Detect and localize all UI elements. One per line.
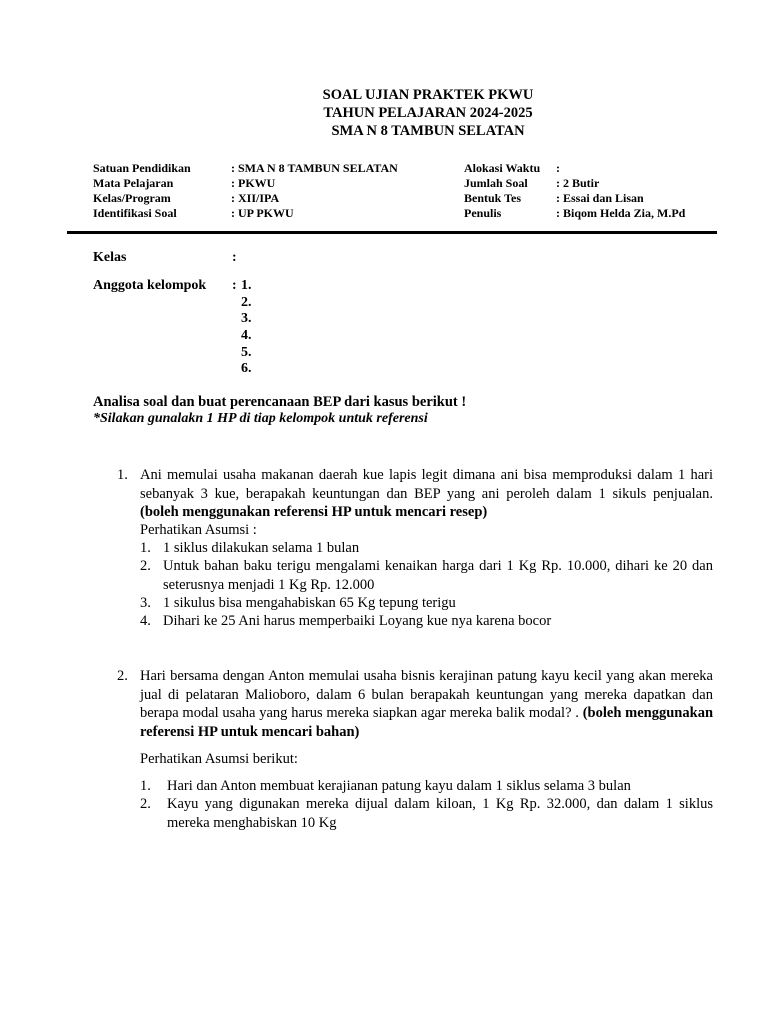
info-label: Penulis xyxy=(464,206,502,220)
info-value: : Essai dan Lisan xyxy=(556,191,644,205)
assumption-text: Dihari ke 25 Ani harus memperbaiki Loyang kue nya karena bocor xyxy=(163,613,552,629)
assumption-text: 1 siklus dilakukan selama 1 bulan xyxy=(163,540,360,556)
info-value: : UP PKWU xyxy=(231,206,294,220)
info-label: Bentuk Tes xyxy=(464,191,522,205)
assumption-text: Kayu yang digunakan mereka dijual dalam kiloan, 1 Kg Rp. 32.000, dan dalam 1 siklus mereka menghabiskan 10 Kg xyxy=(167,796,713,831)
assumption-number: 1. xyxy=(140,778,151,794)
question-2-note: (boleh menggunakan referensi HP untuk mencari bahan) xyxy=(140,705,714,740)
question-1-text xyxy=(140,466,713,522)
assumption-number: 2. xyxy=(140,796,151,812)
kelas-label: Kelas xyxy=(93,250,127,265)
assumption-title: Perhatikan Asumsi : xyxy=(140,522,257,538)
instruction-note: *Silakan gunalakn 1 HP di tiap kelompok untuk referensi xyxy=(93,411,428,426)
header-divider xyxy=(67,231,717,234)
assumption-text: Hari dan Anton membuat kerajianan patung kayu dalam 1 siklus selama 3 bulan xyxy=(167,778,631,794)
question-number: 1. xyxy=(117,467,128,483)
assumption-number: 4. xyxy=(140,613,151,629)
info-label: Kelas/Program xyxy=(93,191,171,205)
exam-title: SOAL UJIAN PRAKTEK PKWU xyxy=(322,87,534,103)
info-value: : XII/IPA xyxy=(231,191,280,205)
info-label: Satuan Pendidikan xyxy=(93,161,191,175)
anggota-colon: : xyxy=(232,278,237,293)
question-2-text xyxy=(140,667,713,741)
assumption-title: Perhatikan Asumsi berikut: xyxy=(140,751,298,767)
member-number: 6. xyxy=(241,361,252,376)
question-2-body: Hari bersama dengan Anton memulai usaha bisnis kerajinan patung kayu kecil yang akan mereka jual di pelataran Malioboro, dalam 6 bulan berapakah keuntungan yang mereka dapatkan dan berapa modal usaha yang harus mereka siapkan agar mereka balik modal? . xyxy=(140,668,713,721)
member-number: 1. xyxy=(241,278,252,293)
question-number: 2. xyxy=(117,668,128,684)
member-number: 3. xyxy=(241,311,252,326)
assumption-number: 2. xyxy=(140,558,151,574)
kelas-colon: : xyxy=(232,250,237,265)
question-1-note: (boleh menggunakan referensi HP untuk mencari resep) xyxy=(140,504,488,520)
assumption-text: 1 sikulus bisa mengahabiskan 65 Kg tepung terigu xyxy=(163,595,456,611)
info-label: Mata Pelajaran xyxy=(93,176,174,190)
school-year: TAHUN PELAJARAN 2024-2025 xyxy=(323,105,533,121)
member-number: 2. xyxy=(241,295,252,310)
info-value: : Biqom Helda Zia, M.Pd xyxy=(556,206,686,220)
assumption-number: 1. xyxy=(140,540,151,556)
member-number: 5. xyxy=(241,345,252,360)
instruction-heading: Analisa soal dan buat perencanaan BEP dari kasus berikut ! xyxy=(93,394,467,410)
question-1-body: Ani memulai usaha makanan daerah kue lapis legit dimana ani bisa memproduksi dalam 1 hari sebanyak 3 kue, berapakah keuntungan dan BEP yang ani peroleh dalam 1 sikuls penjualan. xyxy=(140,467,713,502)
anggota-label: Anggota kelompok xyxy=(93,278,207,293)
assumption-number: 3. xyxy=(140,595,151,611)
info-value: : 2 Butir xyxy=(556,176,600,190)
member-number: 4. xyxy=(241,328,252,343)
info-label: Identifikasi Soal xyxy=(93,206,177,220)
info-value: : PKWU xyxy=(231,176,276,190)
school-name: SMA N 8 TAMBUN SELATAN xyxy=(331,123,525,139)
info-value: : xyxy=(556,161,560,175)
assumption-text: Untuk bahan baku terigu mengalami kenaikan harga dari 1 Kg Rp. 10.000, dihari ke 20 dan seterusnya menjadi 1 Kg Rp. 12.000 xyxy=(163,558,713,593)
info-label: Jumlah Soal xyxy=(464,176,528,190)
info-value: : SMA N 8 TAMBUN SELATAN xyxy=(231,161,398,175)
info-label: Alokasi Waktu xyxy=(464,161,541,175)
